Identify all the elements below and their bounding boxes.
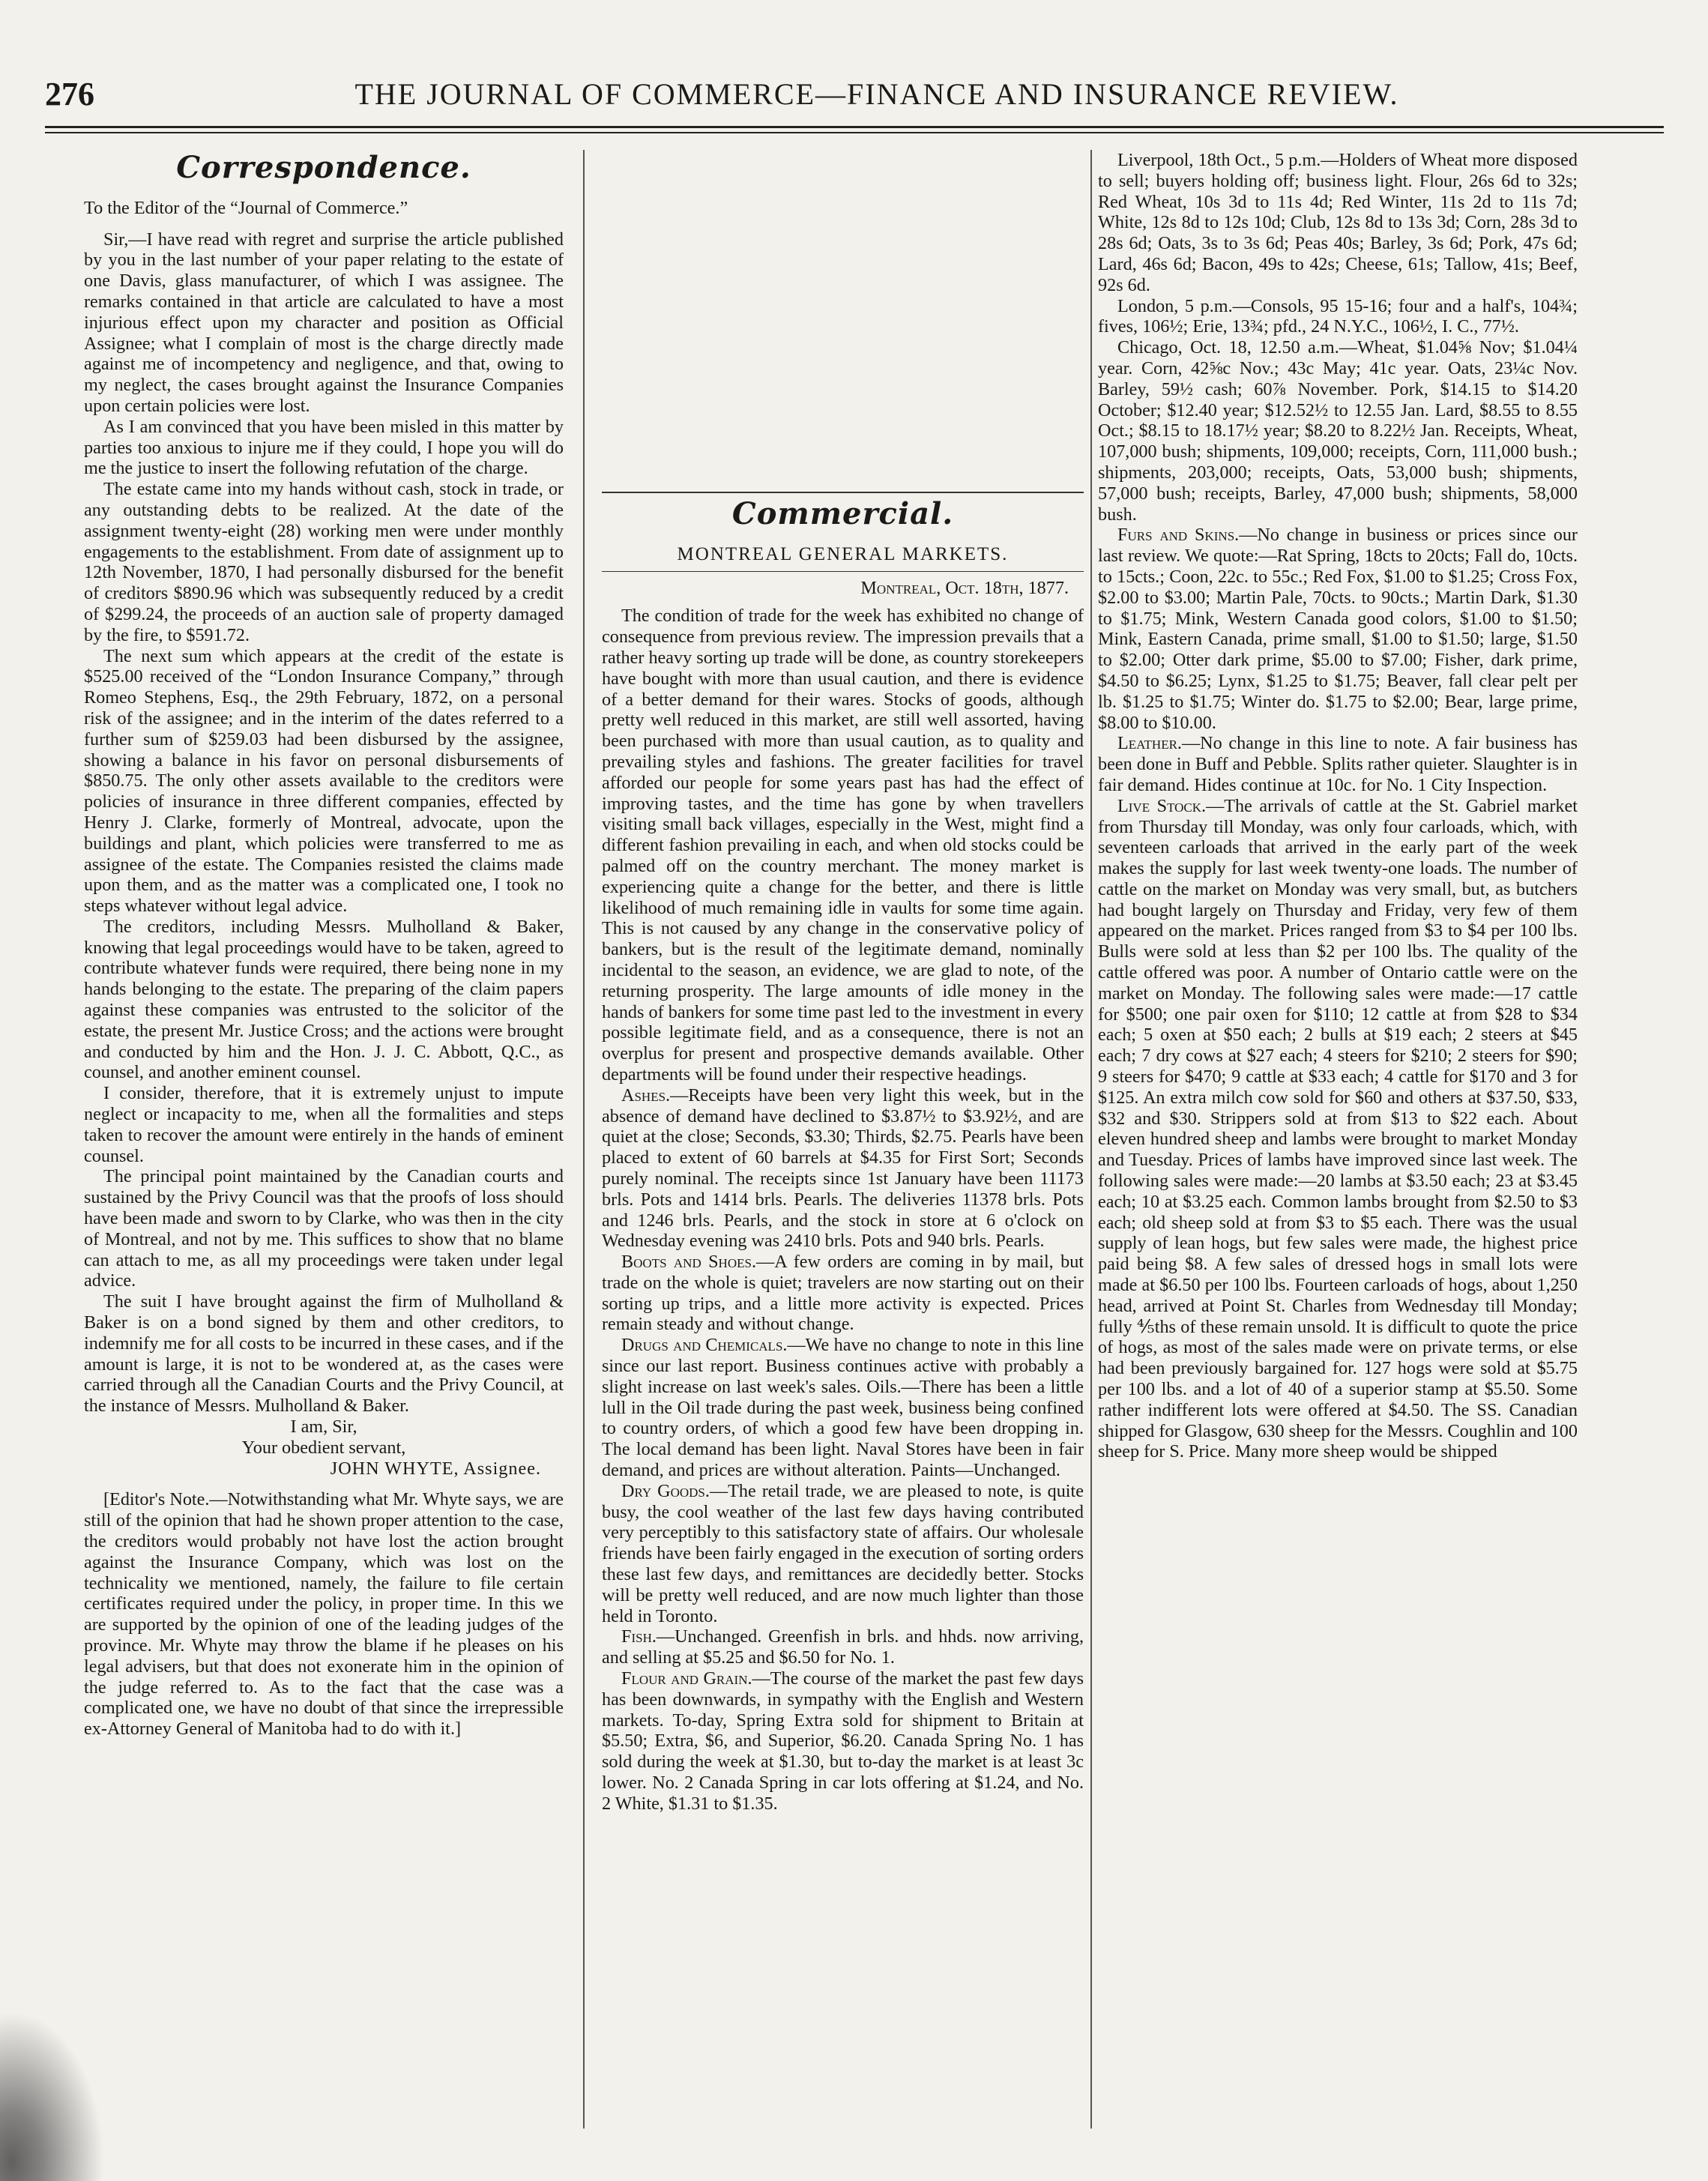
dateline: Montreal, Oct. 18th, 1877.: [860, 577, 1069, 598]
column-1: [84, 150, 564, 2132]
section-divider: [602, 492, 1084, 493]
fish-text: —Unchanged. Greenfish in brls. and hhds. now arriving, and selling at $5.25 and $6.50 for No. 1.: [602, 1626, 1084, 1668]
furs-report: [1098, 525, 1578, 733]
letter-paragraph: I consider, therefore, that it is extremely unjust to impute neglect or incapacity to me, when all the formalities and steps taken to recover the amount were entirely in the hands of eminent counsel.: [84, 1083, 564, 1166]
letter-closing: I am, Sir,: [290, 1417, 357, 1438]
correspondence-heading: Correspondence.: [176, 150, 471, 185]
drugs-text: —We have no change to note in this line since our last report. Business continues active with probably a slight increase on last week's sales. Oils.—There has been a little lull in the Oil trade during the past week, business being confined to country orders, of which a good few have been dropping in. The local demand has been light. Naval Stores have been in fair demand, and prices are without alteration. Paints—Unchanged.: [602, 1335, 1084, 1481]
editors-note: [Editor's Note.—Notwithstanding what Mr. Whyte says, we are still of the opinion that had he shown proper attention to the case, the creditors would probably not have lost the action brought against the Insurance Company, which was lost on the technicality we mentioned, namely, the failure to file certain certificates required under the policy, in proper time. In this we are supported by the opinion of one of the leading judges of the province. Mr. Whyte may throw the blame if he pleases on his legal advisers, but that does not exonerate him in the opinion of the judge referred to. As to the fact that the case was a complicated one, we have no doubt of that since the irrepressible ex-Attorney General of Manitoba had to do with it.]: [84, 1489, 564, 1740]
leather-lead: Leather.: [1117, 733, 1182, 754]
leather-report: [1098, 733, 1578, 795]
markets-subheading: MONTREAL GENERAL MARKETS.: [677, 543, 1009, 564]
live-stock-text: —The arrivals of cattle at the St. Gabriel market from Thursday till Monday, was only four carloads, which, with seventeen carloads that arrived in the early part of the week makes the supply for last week twenty-one loads. The number of cattle on the market on Monday was very small, but, as butchers had bought largely on Thursday and Friday, very few of them appeared on the market. Prices ranged from $3 to $4 per 100 lbs. Bulls were sold at less than $2 per 100 lbs. The quality of the cattle offered was poor. A number of Ontario cattle were on the market on Monday. The following sales were made:—17 cattle for $500; one pair oxen for $110; 12 cattle at from $28 to $34 each; 5 oxen at $50 each; 2 bulls at $19 each; 2 steers at $45 each; 7 dry cows at $27 each; 4 steers for $210; 2 steers for $90; 9 steers for $470; 9 cattle at $33 each; 4 cattle for $170 and 3 for $125. An extra milch cow sold for $60 and others at $37.50, $33, $32 and $30. Strippers sold at from $13 to $22 each. About eleven hundred sheep and lambs were brought to market Monday and Tuesday. Prices of lambs have improved since last week. The following sales were made:—20 lambs at $3.50 each; 23 at $3.45 each; 10 at $3.25 each. Common lambs brought from $2.50 to $3 each; old sheep sold at from $3 to $5 each. There was the usual supply of lean hogs, but few sales were made, the highest price paid being $8. A few sales of dressed hogs in small lots were made at $6.50 per 100 lbs. Fourteen carloads of hogs, about 1,250 head, arrived at Point St. Charles from Wednesday till Monday; fully ⅘ths of these remain unsold. It is difficult to quote the price of hogs, as most of the sales made were on private terms, or else had been previously bargained for. 127 hogs were sold at $5.75 per 100 lbs. and a lot of 40 of a superior stamp at $5.50. Some rather indifferent lots were offered at $4.50. The SS. Canadian shipped for Glasgow, 630 sheep for the Messrs. Coughlin and 100 sheep for S. Price. Many more sheep would be shipped: [1098, 795, 1578, 1462]
ashes-text: —Receipts have been very light this week, but in the absence of demand have declined to $3.87½ to $3.92½, and are quiet at the close; Seconds, $3.30; Thirds, $2.75. Pearls have been placed to extent of 60 barrels at $4.35 for First Sort; Seconds purely nominal. The receipts since 1st January have been 11173 brls. Pots and 1414 brls. Pearls. The deliveries 11378 brls. Pots and 1246 brls. Pearls, and the stock in store at 6 o'clock on Wednesday evening was 2410 brls. Pots and 940 brls. Pearls.: [602, 1085, 1084, 1252]
column-2-continuation-spacer: [602, 0, 1084, 150]
page-number: 276: [45, 76, 94, 112]
drugs-lead: Drugs and Chemicals.: [621, 1335, 788, 1356]
furs-lead: Furs and Skins.: [1117, 525, 1240, 546]
dry-goods-report: [602, 1481, 1084, 1627]
column-3: [1098, 150, 1578, 2132]
commercial-column: [602, 480, 1084, 2132]
boots-report: [602, 1252, 1084, 1335]
ashes-report: [602, 1085, 1084, 1252]
leather-text: —No change in this line to note. A fair business has been done in Buff and Pebble. Splits rather quieter. Slaughter is in fair demand. Hides continue at 10c. for No. 1 City Inspection.: [1098, 733, 1578, 795]
dry-goods-lead: Dry Goods.: [621, 1480, 710, 1501]
letter-paragraph: The estate came into my hands without cash, stock in trade, or any outstanding debts to be realized. At the date of the assignment twenty-eight (28) working men were under monthly engagements to the establishment. From date of assignment up to 12th November, 1870, I had personally disbursed for the benefit of creditors $890.96 which was subsequently reduced by a credit of $299.24, the proceeds of an auction sale of property damaged by the fire, to $591.72.: [84, 479, 564, 645]
running-title: THE JOURNAL OF COMMERCE—FINANCE AND INSURANCE REVIEW.: [354, 77, 1399, 111]
letter-paragraph: The suit I have brought against the firm of Mulholland & Baker is on a bond signed by them and other creditors, to indemnify me for all costs to be incurred in these cases, and if the amount is large, it is not to be wondered at, as the cases were carried through all the Canadian Courts and the Privy Council, at the instance of Messrs. Mulholland & Baker.: [84, 1291, 564, 1417]
letter-closing: Your obedient servant,: [241, 1437, 406, 1458]
scan-smudge: [0, 1986, 120, 2181]
letter-addressee: To the Editor of the “Journal of Commerce.”: [84, 197, 408, 218]
live-stock-lead: Live Stock.: [1117, 795, 1207, 816]
column-rule: [583, 150, 585, 2129]
flour-report: [602, 1668, 1084, 1815]
market-intro: The condition of trade for the week has exhibited no change of consequence from previous review. The impression prevails that a rather heavy sorting up trade will be done, as country storekeepers have bought with more than usual caution, and there is evidence of a better demand for their wares. Stocks of goods, although pretty well reduced in this market, are still well assorted, having been purchased with more than usual caution, as to quality and prevailing styles and fashions. The greater facilities for travel afforded our people for some years past has had the effect of improving tastes, and the time has gone by when travellers visiting small back villages, especially in the West, might find a different fashion prevailing in each, and when old stocks could be palmed off on the country merchant. The money market is experiencing quite a change for the better, and there is little likelihood of much remaining idle in vaults for some time again. This is not caused by any change in the conservative policy of bankers, but is the result of the legitimate demand, nominally incidental to the season, an evidence, we are glad to note, of the returning prosperity. The large amounts of idle money in the hands of bankers for some time past led to the investment in every possible legitimate field, and as a consequence, there is not an overplus for present and prospective demands available. Other departments will be found under their respective headings.: [602, 606, 1084, 1085]
flour-lead: Flour and Grain.: [621, 1668, 752, 1689]
subheading-rule: [602, 571, 1084, 572]
live-stock-report: [1098, 796, 1578, 1463]
fish-report: [602, 1626, 1084, 1668]
letter-signature: JOHN WHYTE, Assignee.: [330, 1458, 541, 1479]
letter-paragraph: The creditors, including Messrs. Mulholland & Baker, knowing that legal proceedings would have to be taken, agreed to contribute whatever funds were required, there being none in my hands belonging to the estate. The preparing of the claim papers against these companies was entrusted to the solicitor of the estate, the present Mr. Justice Cross; and the actions were brought and conducted by him and the Hon. J. J. C. Abbott, Q.C., as counsel, and another eminent counsel.: [84, 916, 564, 1083]
letter-paragraph: The next sum which appears at the credit of the estate is $525.00 received of the “London Insurance Company,” through Romeo Stephens, Esq., the 29th February, 1872, on a personal risk of the assignee; and in the interim of the dates referred to a further sum of $259.03 had been disbursed by the assignee, showing a balance in his favor on personal disbursements of $850.75. The only other assets available to the creditors were policies of insurance in three different companies, effected by Henry J. Clarke, formerly of Montreal, advocate, upon the buildings and plant, which policies were transferred to me as assignee of the estate. The Companies resisted the claims made upon them, and as the matter was a complicated one, I took no steps whatever without legal advice.: [84, 645, 564, 917]
letter-paragraph: Sir,—I have read with regret and surprise the article published by you in the last number of your paper relating to the estate of one Davis, glass manufacturer, of which I was assignee. The remarks contained in that article are calculated to have a most injurious effect upon my character and position as Official Assignee; what I complain of most is the charge directly made against me of incompetency and negligence, and that, owing to my neglect, the cases brought against the Insurance Companies upon certain policies were lost.: [84, 229, 564, 416]
drugs-report: [602, 1335, 1084, 1481]
dry-goods-text: —The retail trade, we are pleased to note, is quite busy, the cool weather of the last few days having contributed very perceptibly to this satisfactory state of affairs. Our wholesale friends have been fairly engaged in the execution of sorting orders these last few days, and remittances are decidedly better. Stocks will be pretty well reduced, and are now much lighter than those held in Toronto.: [602, 1480, 1084, 1626]
flour-text: —The course of the market the past few days has been downwards, in sympathy with the English and Western markets. To-day, Spring Extra sold for shipment to Britain at $5.50; Extra, $6, and Superior, $6.20. Canada Spring No. 1 has sold during the week at $1.30, but to-day the market is at least 3c lower. No. 2 Canada Spring in car lots offering at $1.24, and No. 2 White, $1.31 to $1.35.: [602, 1668, 1084, 1814]
commercial-heading: Commercial.: [731, 496, 954, 531]
ashes-lead: Ashes.: [621, 1085, 671, 1105]
boots-lead: Boots and Shoes.: [621, 1252, 756, 1273]
london-report: London, 5 p.m.—Consols, 95 15-16; four and a half's, 104¾; fives, 106½; Erie, 13¾; pfd., 24 N.Y.C., 106½, I. C., 77½.: [1098, 295, 1578, 337]
fish-lead: Fish.: [621, 1626, 657, 1647]
liverpool-report: Liverpool, 18th Oct., 5 p.m.—Holders of Wheat more disposed to sell; buyers holding off; business light. Flour, 26s 6d to 32s; Red Wheat, 10s 3d to 11s 4d; Red Winter, 11s 2d to 11s 7d; White, 12s 8d to 12s 10d; Club, 12s 8d to 13s 3d; Corn, 28s 3d to 28s 6d; Oats, 3s to 3s 6d; Peas 40s; Barley, 3s 6d; Pork, 47s 6d; Lard, 46s 6d; Bacon, 49s to 42s; Cheese, 61s; Tallow, 41s; Beef, 92s 6d.: [1098, 150, 1578, 295]
letter-paragraph: The principal point maintained by the Canadian courts and sustained by the Privy Council was that the proofs of loss should have been made and sworn to by Clarke, who was then in the city of Montreal, and not by me. This suffices to show that no blame can attach to me, as all my proceedings were taken under legal advice.: [84, 1166, 564, 1291]
furs-text: —No change in business or prices since our last review. We quote:—Rat Spring, 18cts to 20cts; Fall do, 10cts. to 15cts.; Coon, 22c. to 55c.; Red Fox, $1.00 to $1.25; Cross Fox, $2.00 to $3.00; Martin Pale, 70cts. to 90cts.; Martin Dark, $1.30 to $1.75; Mink, Western Canada good colors, $1.00 to $1.50; Mink, Eastern Canada, prime small, $1.00 to $1.50; large, $1.50 to $2.00; Otter dark prime, $5.00 to $7.00; Fisher, dark prime, $4.50 to $6.25; Lynx, $1.25 to $1.75; Beaver, fall clear pelt per lb. $1.25 to $1.75; Winter do. $1.75 to $2.00; Bear, large prime, $8.00 to $10.00.: [1098, 525, 1578, 733]
column-rule: [1090, 150, 1092, 2129]
boots-text: —A few orders are coming in by mail, but trade on the whole is quiet; travelers are now starting out on their sorting up trips, and a little more activity is expected. Prices remain steady and without change.: [602, 1252, 1084, 1335]
chicago-report: Chicago, Oct. 18, 12.50 a.m.—Wheat, $1.04⅝ Nov; $1.04¼ year. Corn, 42⅝c Nov.; 43c May; 41c year. Oats, 23¼c Nov. Barley, 59½ cash; 60⅞ November. Pork, $14.15 to $14.20 October; $12.40 year; $12.52½ to 12.55 Jan. Lard, $8.55 to 8.55 Oct.; $8.15 to 18.17½ year; $8.20 to 8.22½ Jan. Receipts, Wheat, 107,000 bush; shipments, 109,000; receipts, Corn, 111,000 bush.; shipments, 203,000; receipts, Oats, 53,000 bush; shipments, 57,000 bush; receipts, Barley, 47,000 bush; shipments, 58,000 bush.: [1098, 337, 1578, 525]
letter-paragraph: As I am convinced that you have been misled in this matter by parties too anxious to injure me if they could, I hope you will do me the justice to insert the following refutation of the charge.: [84, 416, 564, 479]
